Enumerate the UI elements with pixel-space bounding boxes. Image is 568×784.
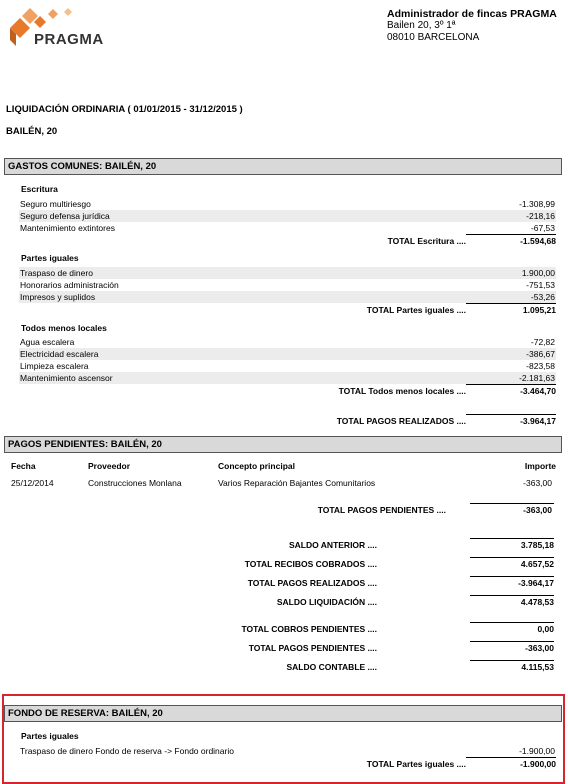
logo-text: PRAGMA — [34, 31, 104, 48]
item-label: Traspaso de dinero — [20, 268, 93, 278]
total-underline — [466, 414, 556, 415]
item-label: Honorarios administración — [20, 280, 119, 290]
item-value: -823,58 — [526, 361, 555, 371]
list-item — [19, 372, 556, 384]
total-underline — [466, 303, 556, 304]
list-item — [19, 360, 556, 372]
list-item — [19, 222, 556, 234]
summary-value: 4.115,53 — [521, 662, 554, 672]
group-title: Partes iguales — [21, 731, 79, 741]
table-cell-concepto: Varios Reparación Bajantes Comunitarios — [218, 478, 376, 488]
summary-label: SALDO LIQUIDACIÓN .... — [276, 597, 377, 607]
summary-label: TOTAL PAGOS REALIZADOS .... — [247, 578, 377, 588]
company-address-line2: 08010 BARCELONA — [387, 32, 480, 43]
list-item — [19, 336, 556, 348]
group-title: Todos menos locales — [21, 323, 107, 333]
list-item — [19, 198, 556, 210]
total-underline — [470, 557, 554, 558]
list-item — [19, 267, 556, 279]
list-item — [19, 291, 556, 303]
table-cell-fecha: 25/12/2014 — [11, 478, 54, 488]
item-value: -53,26 — [530, 292, 555, 302]
group-total-label: TOTAL Partes iguales .... — [366, 305, 466, 315]
item-label: Seguro defensa jurídica — [20, 211, 110, 221]
item-label: Electricidad escalera — [20, 349, 99, 359]
company-info — [387, 8, 557, 44]
total-underline — [466, 757, 556, 758]
total-underline — [466, 384, 556, 385]
group-total-value: -1.594,68 — [520, 236, 556, 246]
column-header-fecha: Fecha — [11, 461, 36, 471]
table-cell-importe: -363,00 — [523, 478, 552, 488]
column-header-proveedor: Proveedor — [88, 461, 131, 471]
summary-value: 3.785,18 — [520, 540, 554, 550]
total-underline — [466, 234, 556, 235]
table-cell-proveedor: Construcciones Monlana — [88, 478, 182, 488]
summary-value: -3.964,17 — [518, 578, 554, 588]
item-label: Limpieza escalera — [20, 361, 89, 371]
company-address-line1: Bailen 20, 3º 1ª — [387, 20, 456, 31]
item-label: Mantenimiento ascensor — [20, 373, 113, 383]
item-value: -1.308,99 — [519, 199, 555, 209]
list-item — [19, 210, 556, 222]
item-label: Agua escalera — [20, 337, 75, 347]
group-total-label: TOTAL Todos menos locales .... — [338, 386, 466, 396]
summary-label: SALDO CONTABLE .... — [286, 662, 377, 672]
document-subtitle: BAILÉN, 20 — [6, 126, 58, 137]
group-title: Escritura — [21, 184, 58, 194]
summary-value: 4.478,53 — [520, 597, 554, 607]
item-value: 1.900,00 — [521, 268, 555, 278]
grand-total-label: TOTAL PAGOS REALIZADOS .... — [336, 416, 466, 426]
summary-label: TOTAL RECIBOS COBRADOS .... — [244, 559, 377, 569]
total-underline — [470, 595, 554, 596]
column-header-importe: Importe — [524, 461, 556, 471]
list-item — [19, 348, 556, 360]
total-underline — [470, 660, 554, 661]
column-header-concepto: Concepto principal — [218, 461, 295, 471]
reserva-heading: FONDO DE RESERVA: BAILÉN, 20 — [4, 705, 562, 722]
summary-label: SALDO ANTERIOR .... — [289, 540, 377, 550]
total-underline — [470, 641, 554, 642]
pendientes-total-value: -363,00 — [523, 505, 552, 515]
total-underline — [470, 576, 554, 577]
item-value: -1.900,00 — [519, 746, 555, 756]
item-value: -2.181,63 — [519, 373, 555, 383]
gastos-heading: GASTOS COMUNES: BAILÉN, 20 — [4, 158, 562, 175]
grand-total-value: -3.964,17 — [520, 416, 556, 426]
group-total-value: 1.095,21 — [522, 305, 556, 315]
group-title: Partes iguales — [21, 253, 79, 263]
total-underline — [470, 503, 554, 504]
item-value: -67,53 — [530, 223, 555, 233]
pendientes-heading: PAGOS PENDIENTES: BAILÉN, 20 — [4, 436, 562, 453]
summary-value: 0,00 — [537, 624, 554, 634]
document-title: LIQUIDACIÓN ORDINARIA ( 01/01/2015 - 31/12/2015 ) — [6, 104, 243, 115]
list-item — [19, 279, 556, 291]
total-underline — [470, 538, 554, 539]
summary-label: TOTAL PAGOS PENDIENTES .... — [248, 643, 377, 653]
reserva-total-label: TOTAL Partes iguales .... — [366, 759, 466, 769]
group-total-value: -3.464,70 — [520, 386, 556, 396]
summary-value: -363,00 — [525, 643, 554, 653]
list-item — [19, 745, 556, 757]
item-value: -72,82 — [530, 337, 555, 347]
summary-value: 4.657,52 — [520, 559, 554, 569]
reserva-total-value: -1.900,00 — [520, 759, 556, 769]
summary-label: TOTAL COBROS PENDIENTES .... — [241, 624, 377, 634]
item-label: Impresos y suplidos — [20, 292, 96, 302]
item-label: Seguro multiriesgo — [20, 199, 91, 209]
item-value: -751,53 — [526, 280, 555, 290]
item-value: -386,67 — [526, 349, 555, 359]
item-value: -218,16 — [526, 211, 555, 221]
company-name: Administrador de fincas PRAGMA — [387, 8, 557, 20]
group-total-label: TOTAL Escritura .... — [387, 236, 466, 246]
pendientes-total-label: TOTAL PAGOS PENDIENTES .... — [317, 505, 446, 515]
item-label: Mantenimiento extintores — [20, 223, 115, 233]
total-underline — [470, 622, 554, 623]
item-label: Traspaso de dinero Fondo de reserva -> Fondo ordinario — [20, 746, 234, 756]
